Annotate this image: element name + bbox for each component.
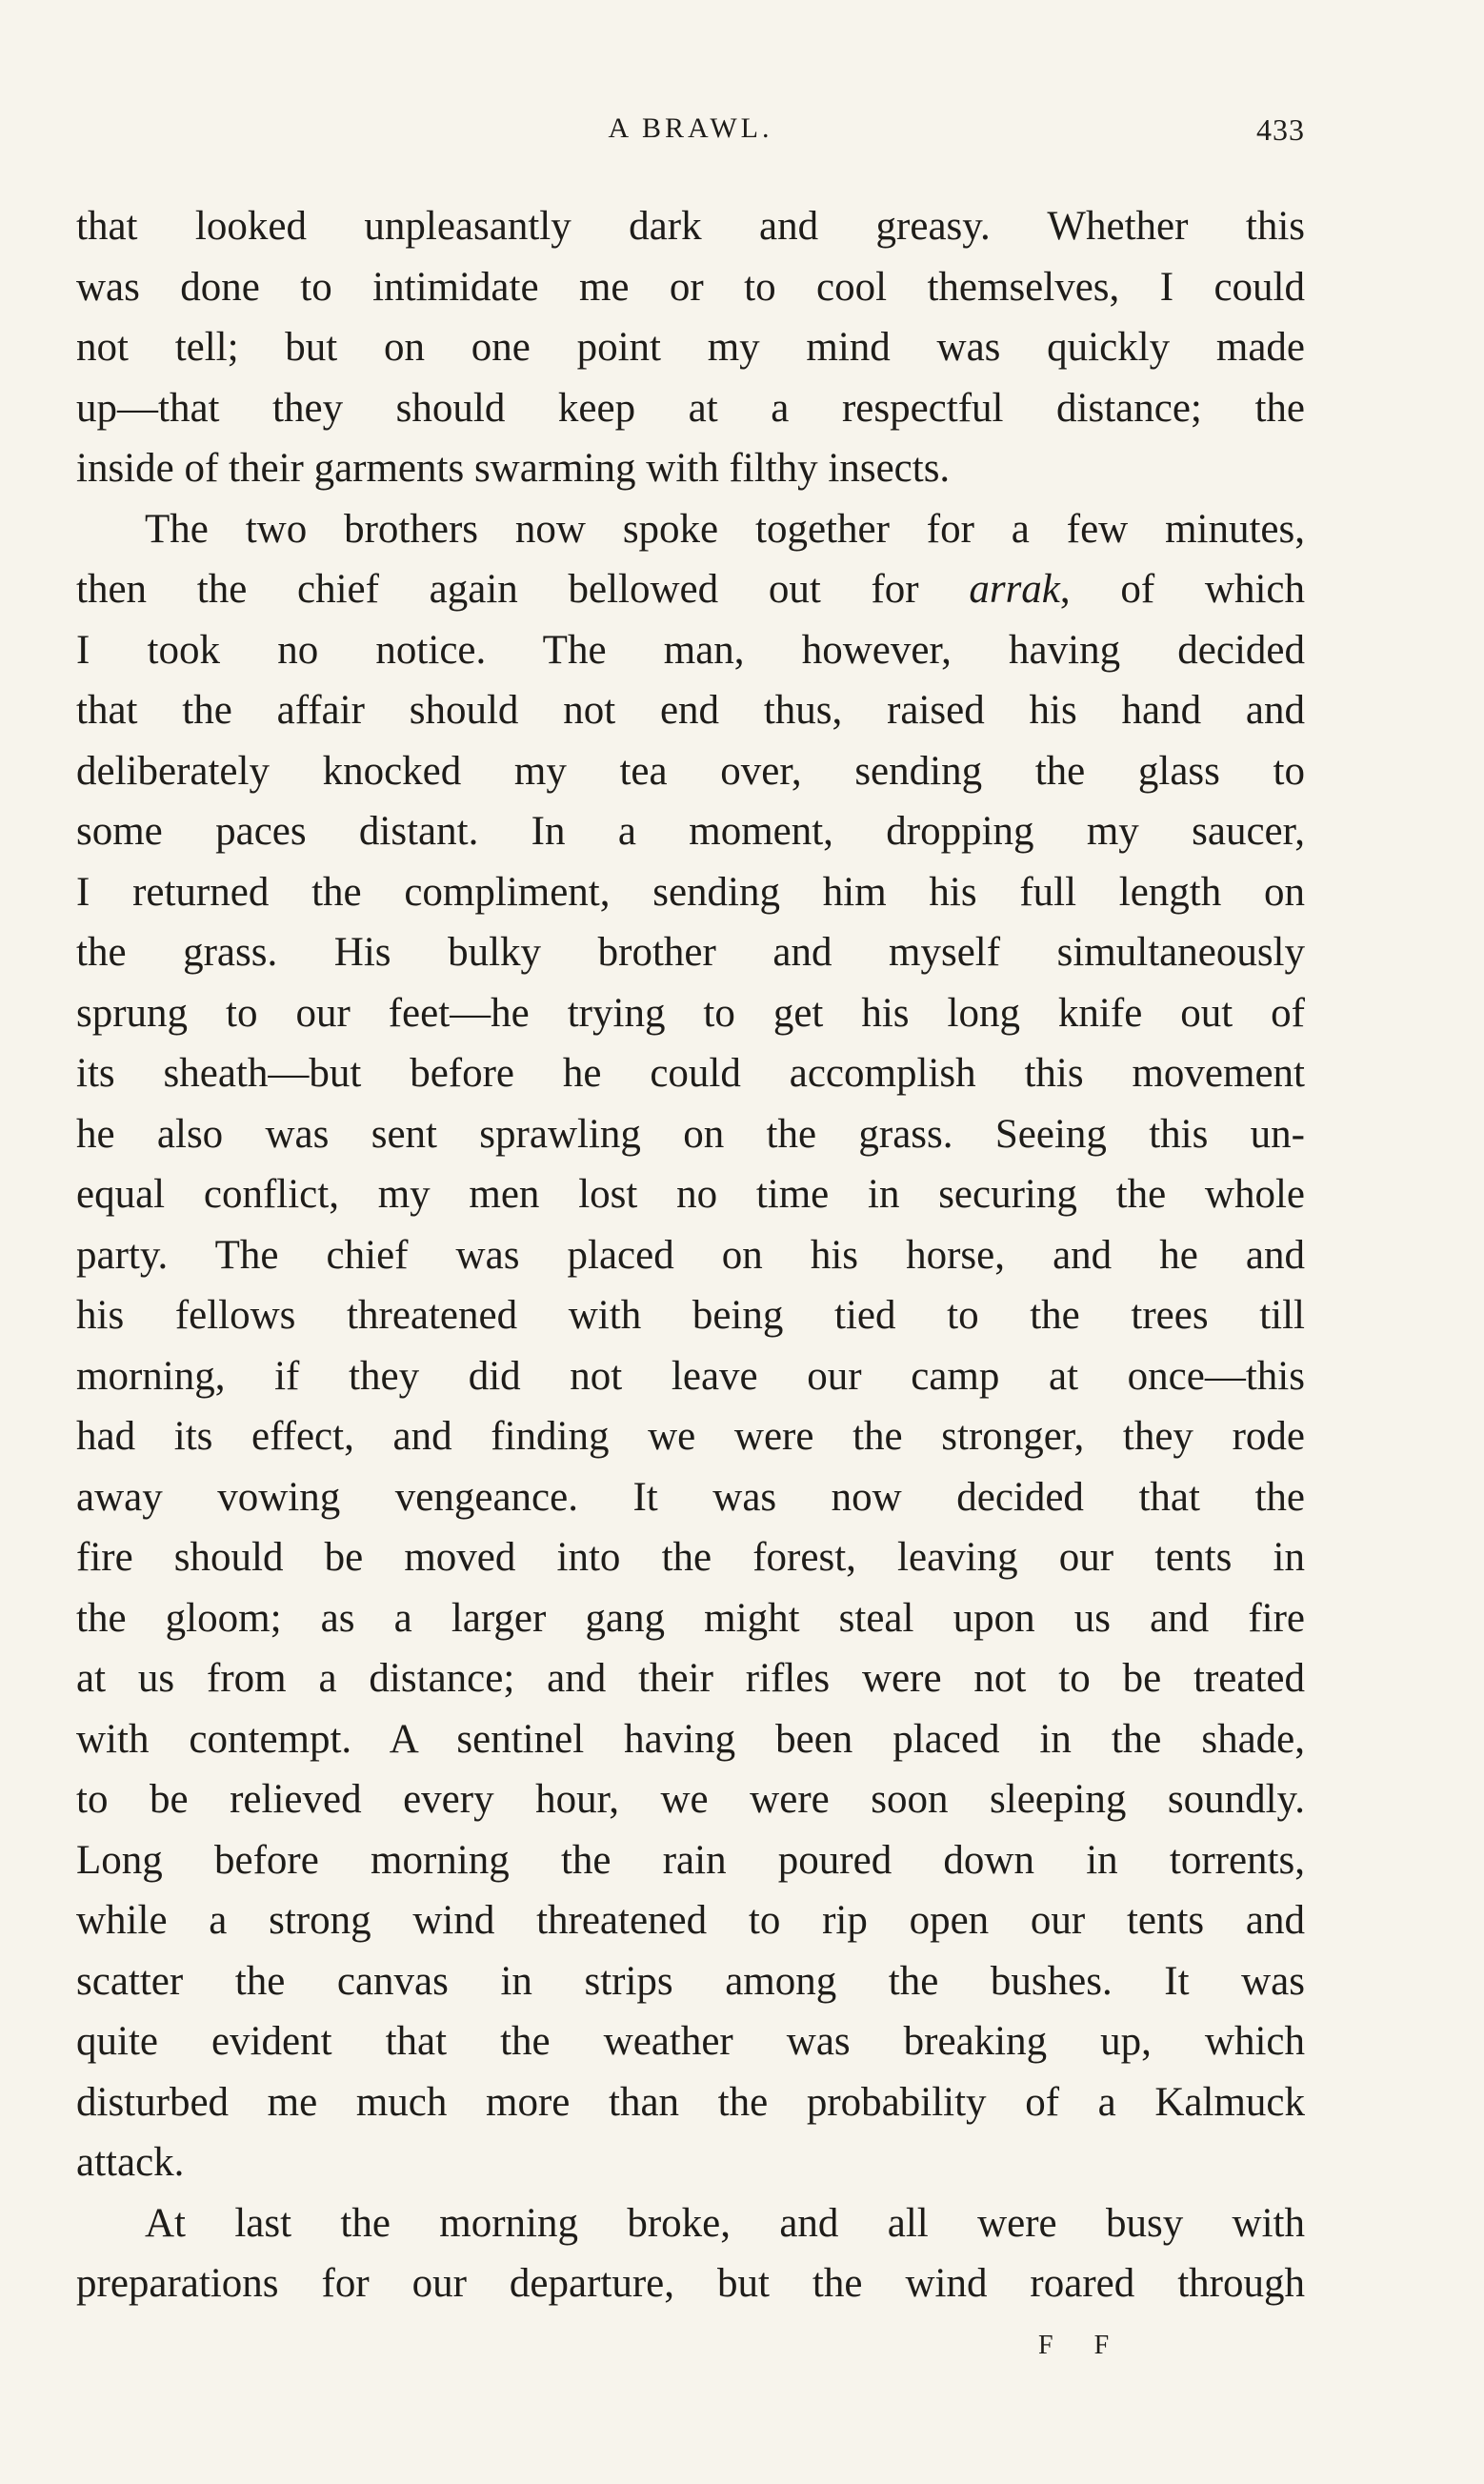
text-line: not tell; but on one point my mind was quickly made: [76, 325, 1305, 370]
text-line: I returned the compliment, sending him his full length on: [76, 869, 1305, 915]
page-number: 433: [1256, 112, 1305, 147]
chapter-title: A BRAWL.: [608, 112, 773, 144]
text-line: Long before morning the rain poured down in torrents,: [76, 1837, 1305, 1883]
text-line: I took no notice. The man, however, having decided: [76, 627, 1305, 673]
body-text: [76, 196, 1305, 2314]
text-line: while a strong wind threatened to rip open our tents and: [76, 1898, 1305, 1943]
text-line: its sheath—but before he could accomplish this movement: [76, 1051, 1305, 1096]
text-line: [76, 559, 1305, 620]
paragraph-start-line: The two brothers now spoke together for a few minutes,: [145, 506, 1305, 552]
text-line: fire should be moved into the forest, leaving our tents in: [76, 1535, 1305, 1580]
text-line: at us from a distance; and their rifles were not to be treated: [76, 1656, 1305, 1701]
text-line: party. The chief was placed on his horse, and he and: [76, 1232, 1305, 1278]
text-line: scatter the canvas in strips among the bushes. It was: [76, 1958, 1305, 2004]
text-line: to be relieved every hour, we were soon sleeping soundly.: [76, 1777, 1305, 1822]
text-line: was done to intimidate me or to cool themselves, I could: [76, 264, 1305, 310]
text-line: some paces distant. In a moment, dropping my saucer,: [76, 809, 1305, 854]
text-segment: , of which: [1059, 567, 1305, 612]
text-segment: then the chief again bellowed out for: [76, 567, 919, 612]
text-line: attack.: [76, 2140, 185, 2185]
text-line: the grass. His bulky brother and myself simultaneously: [76, 930, 1305, 975]
signature-mark: F F: [1038, 2331, 1127, 2360]
text-line: with contempt. A sentinel having been placed in the shade,: [76, 1716, 1305, 1762]
text-line: away vowing vengeance. It was now decided that the: [76, 1474, 1305, 1520]
text-line: morning, if they did not leave our camp at once—this: [76, 1353, 1305, 1399]
text-line: he also was sent sprawling on the grass. Seeing this un-: [76, 1111, 1305, 1157]
text-line: up—that they should keep at a respectful distance; the: [76, 385, 1305, 431]
text-line: inside of their garments swarming with filthy insects.: [76, 446, 951, 491]
text-line: preparations for our departure, but the wind roared through: [76, 2261, 1305, 2306]
text-line: the gloom; as a larger gang might steal upon us and fire: [76, 1595, 1305, 1641]
text-line: sprung to our feet—he trying to get his long knife out of: [76, 990, 1305, 1036]
text-line: equal conflict, my men lost no time in securing the whole: [76, 1172, 1305, 1217]
running-head: [76, 112, 1305, 160]
text-line: had its effect, and finding we were the stronger, they rode: [76, 1414, 1305, 1459]
text-line: disturbed me much more than the probability of a Kalmuck: [76, 2079, 1305, 2125]
text-line: quite evident that the weather was breaking up, which: [76, 2019, 1305, 2064]
text-line: deliberately knocked my tea over, sending the glass to: [76, 748, 1305, 794]
text-line: his fellows threatened with being tied to the trees till: [76, 1293, 1305, 1338]
paragraph-start-line: At last the morning broke, and all were busy with: [145, 2200, 1305, 2246]
text-line: that the affair should not end thus, raised his hand and: [76, 688, 1305, 733]
italic-word: arrak: [969, 567, 1060, 612]
text-line: that looked unpleasantly dark and greasy. Whether this: [76, 204, 1305, 249]
